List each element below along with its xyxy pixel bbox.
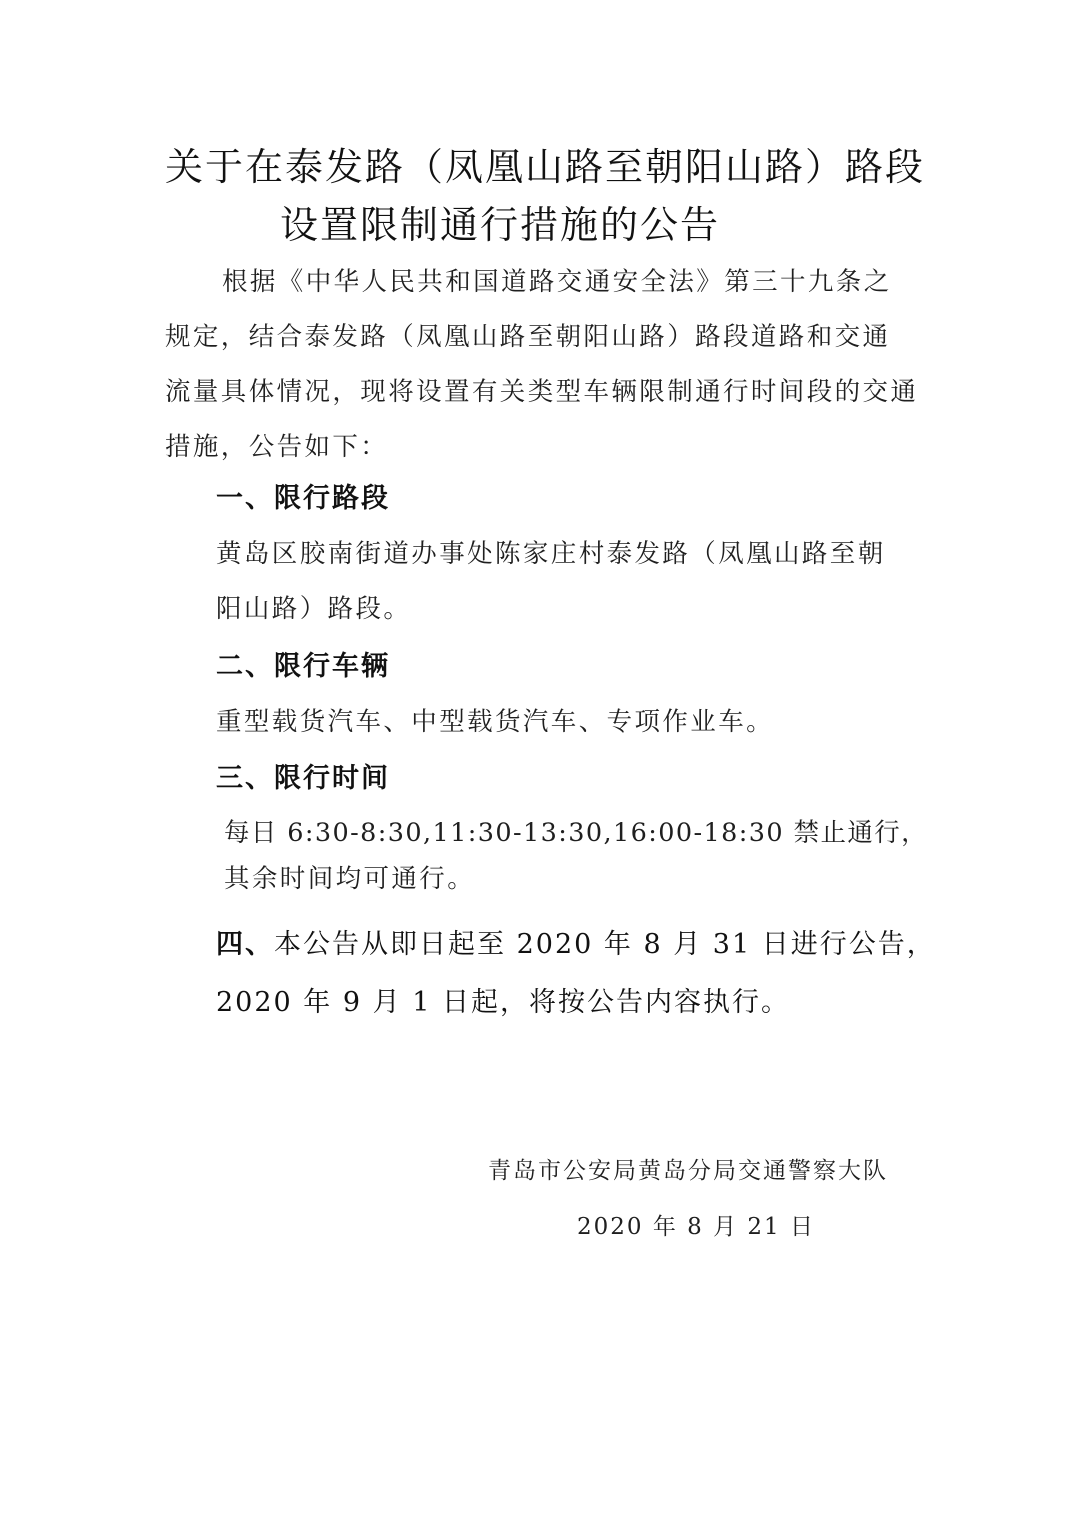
section-1-heading: 一、限行路段 [216, 483, 390, 514]
section-1-line-2: 阳山路）路段。 [216, 594, 412, 624]
intro-line-4: 措施，公告如下： [165, 432, 389, 462]
section-1-line-1: 黄岛区胶南街道办事处陈家庄村泰发路（凤凰山路至朝 [216, 539, 886, 569]
section-3-line-2: 其余时间均可通行。 [224, 864, 476, 894]
title-line-1: 关于在泰发路（凤凰山路至朝阳山路）路段 [165, 145, 926, 189]
intro-line-3: 流量具体情况，现将设置有关类型车辆限制通行时间段的交通 [165, 377, 919, 407]
intro-line-2: 规定，结合泰发路（凤凰山路至朝阳山路）路段道路和交通 [165, 322, 891, 352]
section-4-lead: 四、 [216, 929, 274, 960]
intro-line-1: 根据《中华人民共和国道路交通安全法》第三十九条之 [222, 267, 892, 297]
section-2-line-1: 重型载货汽车、中型载货汽车、专项作业车。 [216, 707, 775, 737]
section-3-line-1: 每日 6:30-8:30,11:30-13:30,16:00-18:30 禁止通行， [224, 818, 929, 848]
section-2-heading: 二、限行车辆 [216, 651, 390, 682]
section-3-heading: 三、限行时间 [216, 763, 390, 794]
signature-org: 青岛市公安局黄岛分局交通警察大队 [488, 1158, 888, 1184]
title-line-2: 设置限制通行措施的公告 [280, 203, 721, 247]
section-4-text: 本公告从即日起至 2020 年 8 月 31 日进行公告， [274, 929, 936, 960]
section-4-line-1 [216, 922, 936, 961]
signature-date: 2020 年 8 月 21 日 [577, 1214, 815, 1240]
section-4-line-2: 2020 年 9 月 1 日起，将按公告内容执行。 [216, 987, 790, 1018]
